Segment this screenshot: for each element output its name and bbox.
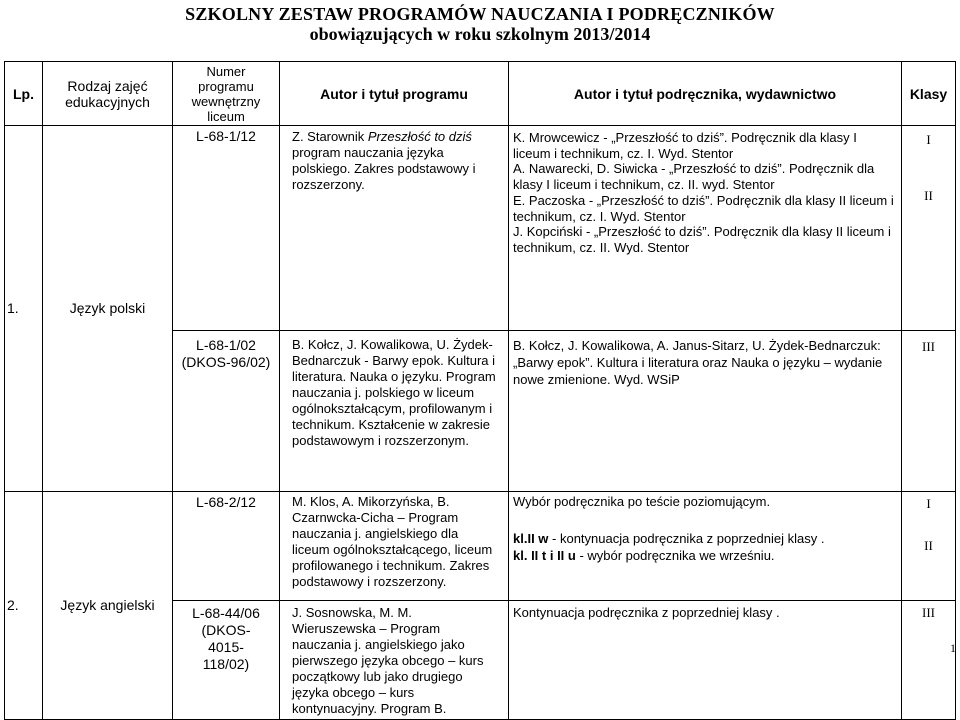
- textbook-cell: [509, 126, 902, 331]
- program-title: Przeszłość to dziś: [367, 129, 472, 144]
- program-description: program nauczania języka polskiego. Zakres podstawowy i rozszerzony.: [292, 145, 476, 192]
- program-cell: [280, 126, 509, 331]
- program-code: L-68-1/02: [196, 337, 256, 353]
- table-row: [5, 126, 956, 331]
- textbook-entry: Kontynuacja podręcznika z poprzedniej klasy .: [513, 605, 780, 620]
- title-line-2: obowiązujących w roku szkolnym 2013/2014: [309, 24, 651, 44]
- textbook-note: [513, 530, 896, 547]
- code-cell: [173, 126, 280, 331]
- program-text: M. Klos, A. Mikorzyńska, B. Czarnwcka-Cicha – Program nauczania j. angielskiego dla liceum ogólnokształcącego, liceum profilowanego i technikum. Zakres podstawowy i rozszerzony.: [292, 494, 493, 589]
- textbook-note: [513, 547, 896, 564]
- program-code: L-68-44/06: [192, 605, 260, 621]
- textbook-list: [509, 126, 901, 258]
- col-header-subject: Rodzaj zajęć edukacyjnych: [43, 62, 173, 126]
- subject-value: Język polski: [69, 299, 146, 316]
- textbook-cell: [509, 492, 902, 601]
- col-header-textbook: Autor i tytuł podręcznika, wydawnictwo: [509, 62, 902, 126]
- program-code-sub: (DKOS-96/02): [181, 354, 271, 370]
- curriculum-table: [4, 61, 956, 720]
- class-value: III: [922, 605, 935, 620]
- code-cell: [173, 601, 280, 720]
- textbook-entry: A. Nawarecki, D. Siwicka - „Przeszłość to dziś”. Podręcznik dla klasy I liceum i technikum, cz. II. wyd. Stentor: [513, 161, 875, 193]
- program-author: Z. Starownik: [292, 129, 368, 144]
- code-cell: [173, 331, 280, 492]
- subject-cell: [43, 126, 173, 492]
- classes-cell: [902, 492, 956, 601]
- program-code: L-68-1/12: [196, 128, 256, 144]
- program-code: L-68-2/12: [196, 494, 256, 510]
- note-class-label: kl.II w: [513, 531, 549, 546]
- header-row: [5, 62, 956, 126]
- textbook-notes: [509, 512, 901, 566]
- note-text: - kontynuacja podręcznika z poprzedniej klasy .: [548, 531, 825, 546]
- page-number: 1: [950, 641, 956, 655]
- program-cell: [280, 331, 509, 492]
- classes-cell: [902, 601, 956, 720]
- textbook-cell: [509, 331, 902, 492]
- program-text: B. Kołcz, J. Kowalikowa, U. Żydek-Bednarczuk - Barwy epok. Kultura i literatura. Nauka o języku. Program nauczania j. polskiego w liceum ogólnokształcącym, profilowanym i technikum. Kształcenie w zakresie podstawowym i rozszerzonym.: [292, 337, 496, 448]
- lp-cell: [5, 492, 43, 720]
- col-header-program: Autor i tytuł programu: [280, 62, 509, 126]
- program-text: J. Sosnowska, M. M. Wieruszewska – Program nauczania j. angielskiego jako pierwszego języka obcego – kurs początkowy lub jako drugiego języka obcego – kurs kontynuacyjny. Program B.: [292, 605, 484, 716]
- note-class-label: kl. II t i II u: [513, 548, 576, 563]
- class-value: II: [924, 187, 933, 203]
- class-value: I: [926, 132, 931, 147]
- classes-cell: [902, 331, 956, 492]
- col-header-number: Numer programu wewnętrzny liceum: [173, 62, 280, 126]
- textbook-entry: K. Mrowcewicz - „Przeszłość to dziś”. Podręcznik dla klasy I liceum i technikum, cz. I. Wyd. Stentor: [513, 130, 857, 161]
- subject-cell: [43, 492, 173, 720]
- textbook-cell: [509, 601, 902, 720]
- classes-cell: [902, 126, 956, 331]
- lp-value: 1.: [7, 299, 19, 316]
- lp-value: 2.: [7, 596, 19, 613]
- class-value: II: [924, 537, 933, 553]
- class-value: I: [926, 496, 931, 511]
- code-cell: [173, 492, 280, 601]
- program-code-sub: (DKOS-4015-118/02): [201, 622, 251, 672]
- textbook-entry: J. Kopciński - „Przeszłość to dziś”. Podręcznik dla klasy II liceum i technikum, cz. II. Wyd. Stentor: [513, 224, 891, 255]
- program-text: [280, 126, 508, 195]
- note-text: - wybór podręcznika we wrześniu.: [575, 548, 775, 563]
- table-row: [5, 492, 956, 601]
- textbook-entry: B. Kołcz, J. Kowalikowa, A. Janus-Sitarz, U. Żydek-Bednarczuk: „Barwy epok”. Kultura i literatura oraz Nauka o języku – wydanie nowe zmienione. Wyd. WSiP: [513, 338, 883, 387]
- document-title: [0, 4, 960, 44]
- subject-value: Język angielski: [60, 596, 155, 613]
- lp-cell: [5, 126, 43, 492]
- program-cell: [280, 492, 509, 601]
- col-header-lp: Lp.: [5, 62, 43, 126]
- textbook-entry: E. Paczoska - „Przeszłość to dziś”. Podręcznik dla klasy II liceum i technikum, cz. I. Wyd. Stentor: [513, 192, 894, 224]
- program-cell: [280, 601, 509, 720]
- col-header-classes: Klasy: [902, 62, 956, 126]
- title-line-1: SZKOLNY ZESTAW PROGRAMÓW NAUCZANIA I PODRĘCZNIKÓW: [185, 4, 775, 24]
- class-value: III: [922, 339, 935, 354]
- textbook-entry: Wybór podręcznika po teście poziomującym.: [513, 494, 771, 509]
